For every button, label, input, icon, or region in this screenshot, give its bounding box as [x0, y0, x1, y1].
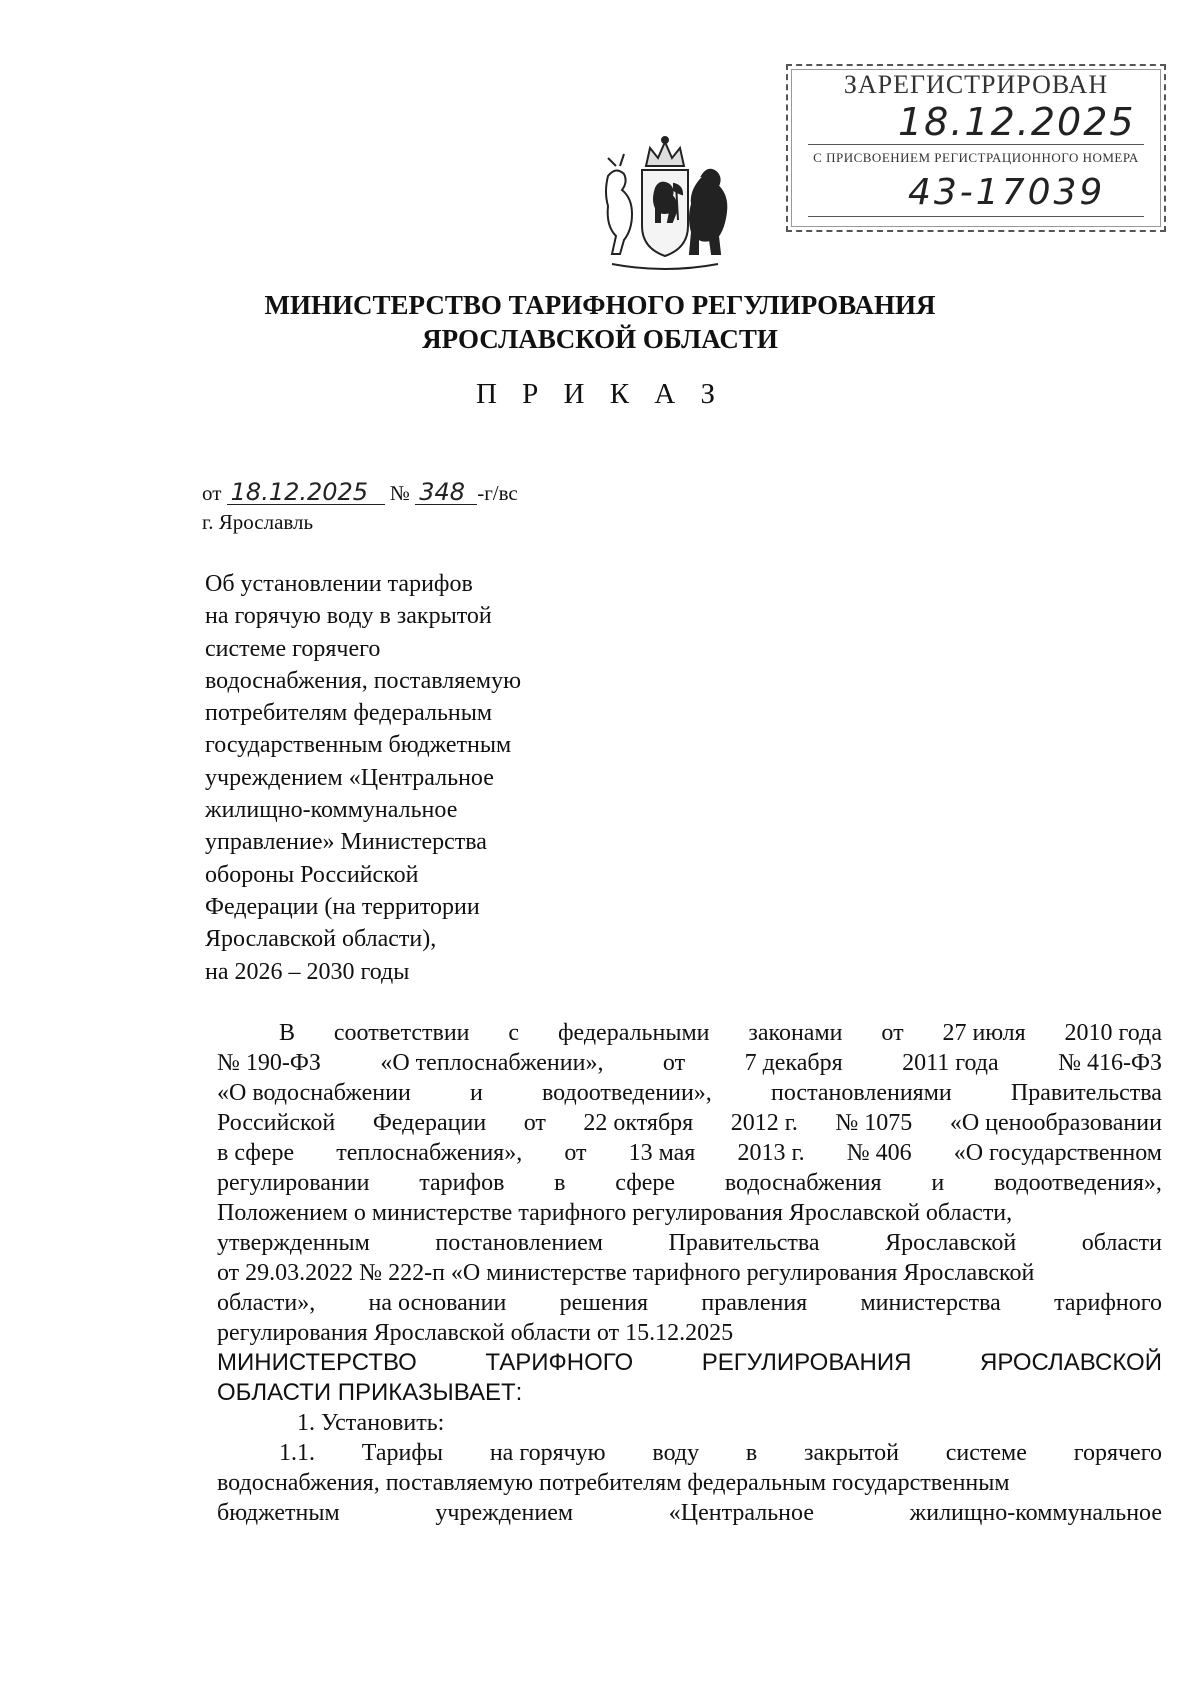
word: закрытой — [804, 1440, 899, 1466]
word: регулировании — [217, 1170, 370, 1196]
word: «О государственном — [953, 1140, 1162, 1166]
yaroslavl-coat-of-arms-icon — [598, 136, 732, 274]
word: бюджетным — [217, 1500, 340, 1526]
organization-name — [0, 288, 1200, 356]
date-prefix: от — [202, 481, 222, 505]
preamble-line — [217, 1078, 1162, 1108]
word: от 29.03.2022 № 222-п «О министерстве тарифного регулирования Ярославской — [217, 1260, 1035, 1286]
number-suffix: -г/вс — [477, 481, 518, 505]
word: области», — [217, 1290, 316, 1316]
item-1: 1. Установить: — [297, 1410, 445, 1436]
word: Федерации — [372, 1110, 487, 1136]
subject-line: потребителям федеральным — [205, 700, 493, 727]
word: «О водоснабжении — [217, 1080, 411, 1106]
number-prefix: № — [389, 481, 410, 505]
subject-line: жилищно-коммунальное — [205, 797, 458, 824]
item-1-1-line — [217, 1438, 1162, 1468]
word: Правительства — [668, 1230, 820, 1256]
word: 13 мая — [628, 1140, 696, 1166]
word: в — [554, 1170, 566, 1196]
word: с — [508, 1020, 520, 1046]
document-type: П Р И К А З — [475, 378, 725, 410]
city: г. Ярославль — [202, 510, 314, 534]
subject-line: учреждением «Центральное — [205, 764, 494, 791]
word: водоотведения», — [993, 1170, 1162, 1196]
word: от — [564, 1140, 587, 1166]
preamble-line — [217, 1288, 1162, 1318]
subject-line: управление» Министерства — [205, 829, 487, 856]
word: теплоснабжения», — [336, 1140, 523, 1166]
item-1-1-line: водоснабжения, поставляемую потребителям федеральным государственным — [217, 1470, 1010, 1496]
word: РЕГУЛИРОВАНИЯ — [701, 1349, 912, 1376]
word: водоотведении», — [542, 1080, 712, 1106]
preamble-line — [217, 1168, 1162, 1198]
word: В — [279, 1020, 296, 1046]
decision-line: ОБЛАСТИ ПРИКАЗЫВАЕТ: — [217, 1379, 523, 1406]
word: законами — [748, 1020, 843, 1046]
subject-line: Ярославской области), — [205, 926, 437, 953]
order-date-number — [202, 480, 518, 506]
word: системе — [945, 1440, 1027, 1466]
word: 2012 г. — [730, 1110, 798, 1136]
preamble-line — [217, 1108, 1162, 1138]
word: федеральными — [557, 1020, 710, 1046]
subject-line: на 2026 – 2030 годы — [205, 958, 410, 985]
word: ТАРИФНОГО — [485, 1349, 634, 1376]
registration-stamp — [786, 64, 1166, 232]
subject-line: на горячую воду в закрытой — [205, 603, 492, 630]
preamble-line — [217, 1138, 1162, 1168]
word: 1.1. — [279, 1440, 315, 1466]
stamp-divider — [808, 144, 1144, 145]
word: водоснабжения — [724, 1170, 882, 1196]
subject-line: Федерации (на территории — [205, 893, 480, 920]
subject-line: системе горячего — [205, 635, 381, 662]
preamble-line — [217, 1198, 1162, 1228]
word: Тарифы — [361, 1440, 444, 1466]
subject-line: Об установлении тарифов — [205, 571, 473, 597]
word: МИНИСТЕРСТВО — [217, 1349, 417, 1376]
word: от — [662, 1050, 686, 1076]
word: соответствии — [333, 1020, 470, 1046]
word: 2013 г. — [737, 1140, 805, 1166]
word: № 1075 — [835, 1110, 913, 1136]
word: ЯРОСЛАВСКОЙ — [980, 1349, 1162, 1376]
word: 27 июля — [942, 1020, 1026, 1046]
order-number-handwritten: 348 — [415, 480, 477, 505]
word: и — [931, 1170, 945, 1196]
word: Ярославской — [885, 1230, 1017, 1256]
word: учреждением — [435, 1500, 574, 1526]
word: от — [881, 1020, 904, 1046]
preamble-line — [217, 1228, 1162, 1258]
word: Российской — [217, 1110, 336, 1136]
word: в сфере — [217, 1140, 295, 1166]
word: и — [470, 1080, 483, 1106]
word: «О теплоснабжении», — [380, 1050, 604, 1076]
word: министерства — [860, 1290, 1001, 1316]
stamp-title: ЗАРЕГИСТРИРОВАН — [843, 70, 1109, 99]
word: «Центральное — [668, 1500, 814, 1526]
word: «О ценообразовании — [949, 1110, 1162, 1136]
word: 2010 года — [1064, 1020, 1162, 1046]
preamble-last-line: регулирования Ярославской области от 15.12.2025 — [217, 1320, 734, 1346]
word: постановлениями — [770, 1080, 952, 1106]
word: тарифов — [419, 1170, 505, 1196]
word: от — [523, 1110, 546, 1136]
word: постановлением — [435, 1230, 603, 1256]
preamble-line — [217, 1048, 1162, 1078]
decision-line — [217, 1348, 1162, 1378]
word: на горячую — [489, 1440, 606, 1466]
subject-line: водоснабжения, поставляемую — [205, 667, 522, 694]
stamp-date-handwritten: 18.12.2025 — [898, 100, 1136, 144]
word: 2011 года — [902, 1050, 999, 1076]
word: решения — [559, 1290, 649, 1316]
word: области — [1081, 1230, 1162, 1256]
word: в — [745, 1440, 758, 1466]
word: жилищно-коммунальное — [909, 1500, 1162, 1526]
word: утвержденным — [217, 1230, 370, 1256]
stamp-number-handwritten: 43-17039 — [908, 172, 1106, 213]
organization-line-2: ЯРОСЛАВСКОЙ ОБЛАСТИ — [422, 324, 778, 354]
preamble-line — [217, 1018, 1162, 1048]
word: № 406 — [846, 1140, 912, 1166]
order-subject — [205, 568, 605, 988]
order-date-handwritten: 18.12.2025 — [227, 480, 385, 505]
word: № 416-ФЗ — [1058, 1050, 1162, 1076]
word: 22 октября — [583, 1110, 694, 1136]
word: сфере — [615, 1170, 676, 1196]
stamp-subtitle: С ПРИСВОЕНИЕМ РЕГИСТРАЦИОННОГО НОМЕРА — [813, 150, 1139, 165]
item-1-1-line — [217, 1498, 1162, 1528]
order-body — [217, 1018, 1162, 1528]
word: на основании — [368, 1290, 507, 1316]
word: 7 декабря — [744, 1050, 843, 1076]
subject-line: обороны Российской — [205, 861, 419, 888]
word: № 190-ФЗ — [217, 1050, 321, 1076]
word: правления — [701, 1290, 808, 1316]
word: тарифного — [1054, 1290, 1162, 1316]
word: Правительства — [1010, 1080, 1162, 1106]
word: Положением о министерстве тарифного регулирования Ярославской области, — [217, 1200, 1013, 1226]
stamp-divider — [808, 216, 1144, 217]
word: воду — [652, 1440, 700, 1466]
organization-line-1: МИНИСТЕРСТВО ТАРИФНОГО РЕГУЛИРОВАНИЯ — [264, 290, 936, 320]
word: горячего — [1073, 1440, 1162, 1466]
subject-line: государственным бюджетным — [205, 732, 512, 759]
preamble-line — [217, 1258, 1162, 1288]
